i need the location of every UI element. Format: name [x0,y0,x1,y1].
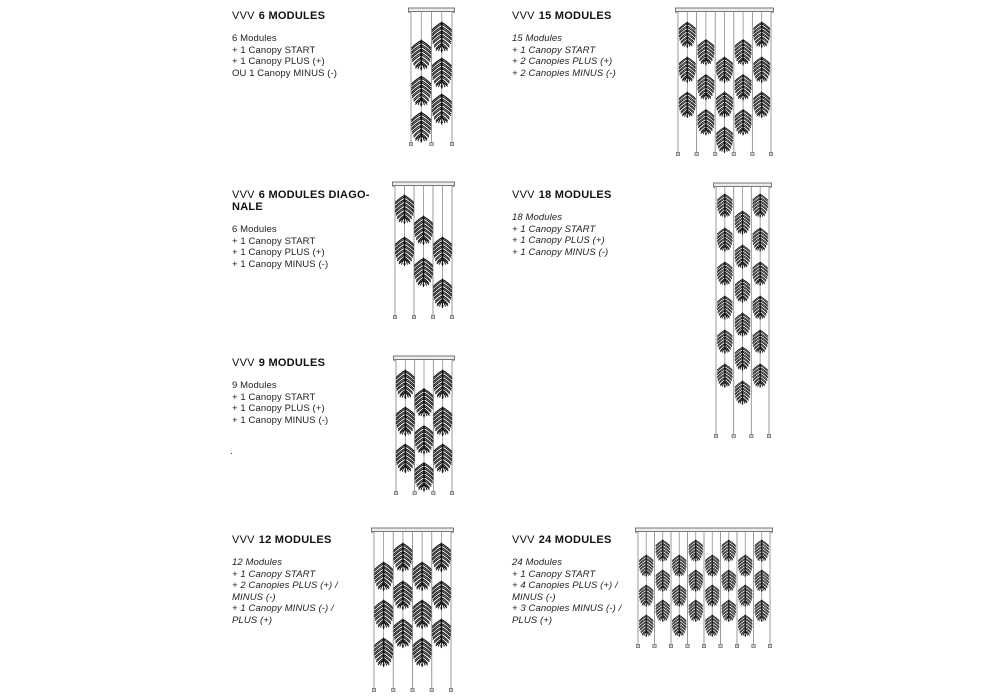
wheat-ear-module [679,92,695,119]
wheat-ear-module [722,600,736,623]
heading-bold: 9 MODULES [258,357,326,369]
spec-line: + 3 Canopies MINUS (-) / [512,603,622,615]
spec-lines [512,212,682,258]
cable-weights [714,435,770,438]
wheat-ear-module [415,425,433,455]
wheat-ear-module [375,600,393,630]
wheat-ear-module [735,109,751,136]
heading-prefix: VVV [232,10,255,22]
module-drawing-15-modules [672,6,777,161]
wheat-ear-module [689,600,703,623]
spec-line: 9 Modules [232,380,277,391]
heading-bold: 18 MODULES [538,189,612,201]
figure-text-18-modules [512,189,682,258]
heading-bold: 6 MODULES [258,10,326,22]
figure-heading [512,10,682,22]
wheat-ear-module [722,540,736,563]
wheat-ear-module [735,245,750,269]
wheat-ear-module [679,57,695,84]
wheat-ear-module [717,364,732,388]
wheat-ear-module [738,615,752,638]
wheat-ear-module [735,347,750,371]
wheat-ear-module [656,570,670,593]
figure-heading [512,189,682,201]
wheat-ear-module [415,388,433,418]
heading-prefix: VVV [232,357,255,369]
spec-line: + 1 Canopy MINUS (-) [512,246,609,258]
spec-line: + 2 Canopies MINUS (-) [512,67,616,79]
wheat-ear-module [754,92,770,119]
heading-bold: 12 MODULES [258,534,332,546]
wheat-ear-module [639,615,653,638]
heading-prefix: VVV [512,189,535,201]
spec-line: 6 Modules [232,224,277,235]
wheat-ear-module [753,364,768,388]
wheat-ear-module [689,540,703,563]
wheat-ear-module [755,570,769,593]
wheat-ear-module [639,585,653,608]
wheat-ear-module [717,330,732,354]
spec-lines [232,33,402,79]
cable-weights [394,492,453,495]
wheat-ear-module [396,407,414,437]
wheat-ear-module [434,370,452,400]
spec-line: + 1 Canopy PLUS (+) [232,56,325,68]
wheat-ear-module [394,619,412,649]
wheat-ear-module [396,370,414,400]
wheat-ear-module [717,194,732,218]
wheat-ear-module [705,615,719,638]
wheat-ear-module [413,562,431,592]
wheat-ear-module [753,228,768,252]
spec-line: PLUS (+) [232,614,273,626]
spec-line: + 1 Canopy PLUS (+) [232,247,325,259]
wheat-ear-module [753,330,768,354]
wheat-ear-module [432,543,450,573]
figure-text-9-modules [232,357,402,426]
wheat-ear-module [394,581,412,611]
wheat-ear-module [394,543,412,573]
wheat-ear-module [698,74,714,101]
cable-weights [372,689,452,692]
wheat-ear-module [434,444,452,474]
wheat-ear-module [639,555,653,578]
wheat-ear-module [672,615,686,638]
wheat-ear-module [432,619,450,649]
wheat-ear-module [415,462,433,492]
wheat-ear-module [717,262,732,286]
wheat-ear-module [432,22,451,53]
wheat-ear-module [412,112,431,143]
module-drawing-12-modules [368,526,457,697]
module-drawing-9-modules [390,354,458,500]
wheat-ear-module [689,570,703,593]
modules [717,187,767,405]
wheat-ear-module [432,581,450,611]
wheat-ear-module [735,279,750,303]
wheat-ear-module [413,638,431,668]
wheat-ear-module [735,313,750,337]
module-drawing-24-modules [632,526,776,653]
spec-lines [232,224,402,270]
wheat-ear-module [716,127,732,154]
figure-heading [232,189,402,213]
spec-line: + 1 Canopy MINUS (-) [232,258,329,270]
heading-prefix: VVV [512,10,535,22]
wheat-ear-module [753,262,768,286]
wheat-ear-module [698,109,714,136]
wheat-ear-module [754,22,770,49]
wheat-ear-module [414,258,432,288]
heading-prefix: VVV [232,189,255,201]
figure-text-6-modules [232,10,402,79]
heading-prefix: VVV [512,534,535,546]
wheat-ear-module [735,74,751,101]
spec-line: + 2 Canopies PLUS (+) [512,56,613,68]
wheat-ear-module [716,57,732,84]
wheat-ear-module [755,600,769,623]
wheat-ear-module [375,638,393,668]
spec-line: PLUS (+) [512,614,553,626]
cable-weights [636,645,771,648]
figure-heading [232,357,402,369]
wheat-ear-module [754,57,770,84]
spec-lines [232,380,402,426]
spec-line: + 1 Canopy PLUS (+) [232,403,325,415]
spec-line: + 1 Canopy START [232,235,316,247]
wheat-ear-module [432,94,451,125]
wheat-ear-module [722,570,736,593]
wheat-ear-module [698,39,714,66]
spec-line: 6 Modules [232,33,277,44]
spec-line: + 4 Canopies PLUS (+) / [512,580,618,592]
heading-prefix: VVV [232,534,255,546]
wheat-ear-module [735,39,751,66]
spec-lines [512,33,682,79]
spec-line: MINUS (-) [232,591,276,603]
spec-line: + 1 Canopy START [512,223,596,235]
spec-line: + 1 Canopy PLUS (+) [512,235,605,247]
modules [395,186,451,309]
spec-line: 18 Modules [512,212,563,223]
wheat-ear-module [656,540,670,563]
module-drawing-18-modules [710,181,775,443]
spec-line: + 1 Canopy START [232,391,316,403]
wheat-ear-module [738,585,752,608]
wheat-ear-module [735,381,750,405]
spec-line: MINUS (-) [512,591,556,603]
module-drawing-6-modules-diagonale [389,180,458,324]
spec-line: + 1 Canopy START [232,44,316,56]
wheat-ear-module [396,444,414,474]
wheat-ear-module [738,555,752,578]
cable-weights [409,143,453,146]
stray-period-mark: . [230,446,233,457]
wheat-ear-module [432,58,451,89]
module-drawing-6-modules [405,6,458,151]
wheat-ear-module [434,407,452,437]
figure-text-15-modules [512,10,682,79]
wheat-ear-module [755,540,769,563]
figure-text-6-modules-diagonale [232,189,402,270]
spec-line: + 1 Canopy MINUS (-) / [232,603,334,615]
spec-line: OU 1 Canopy MINUS (-) [232,67,338,79]
wheat-ear-module [717,296,732,320]
spec-line: 24 Modules [512,557,563,568]
spec-line: + 1 Canopy START [232,568,316,580]
wheat-ear-module [656,600,670,623]
wheat-ear-module [412,76,431,107]
modules [679,12,770,154]
wheat-ear-module [375,562,393,592]
modules [396,360,451,492]
wheat-ear-module [679,22,695,49]
spec-line: + 1 Canopy START [512,44,596,56]
wheat-ear-module [717,228,732,252]
spec-line: + 2 Canopies PLUS (+) / [232,580,338,592]
cable-weights [393,316,453,319]
wheat-ear-module [672,585,686,608]
spec-line: + 1 Canopy MINUS (-) [232,414,329,426]
wheat-ear-module [753,296,768,320]
spec-line: 15 Modules [512,33,563,44]
wheat-ear-module [395,237,413,267]
wheat-ear-module [413,600,431,630]
spec-line: 12 Modules [232,557,283,568]
wheat-ear-module [395,195,413,225]
figure-heading [232,10,402,22]
wheat-ear-module [705,555,719,578]
heading-bold: 6 MODULES DIAGO- NALE [232,189,370,213]
wheat-ear-module [705,585,719,608]
wheat-ear-module [735,211,750,235]
wheat-ear-module [753,194,768,218]
wheat-ear-module [672,555,686,578]
wheat-ear-module [412,40,431,71]
spec-line: + 1 Canopy START [512,568,596,580]
heading-bold: 24 MODULES [538,534,612,546]
heading-bold: 15 MODULES [538,10,612,22]
wheat-ear-module [716,92,732,119]
wheat-ear-module [414,216,432,246]
wheat-ear-module [433,279,451,309]
wheat-ear-module [433,237,451,267]
